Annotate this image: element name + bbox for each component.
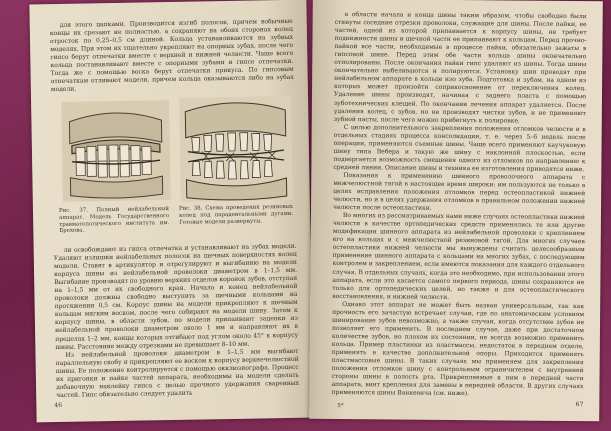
rubber-rings-scheme-figure [179, 96, 293, 202]
paragraph: в области начала и конца шины таким образом, чтобы свободно были стянуты соседние отрезки проволоки, служащие для шины. После пайки, ее частей, одной из которой припаивается к корпусу шины, не требует подвижности шины и щечной части ее припаивают к кольцам. Перед прочно-пайкой все части, необходимые в процессе пайки, обязательно зажаты в гипсовой шине. Перед этим обе части кольца шины окончательно отполированы. После окончания пайки гипс удаляют из шины. Тогда шины окончательно выбеливаются и полируются. Установку шин проводят при нейлабельном аппарате в кольце изо зуба. Подготовка и зубам, на одном из которых может произойти соприкосновение от переключения колец. Удаление шины производят, начиная с заднего пласта с помощью зуботехнических клещей. По окончании лечения аппарат удаляется. После удаления колец, с зубов, но не производят чистки зубов, и не применяют зубной пасты, после чего можно прибегнуть к полировке. [333, 11, 587, 125]
left-top-text [50, 18, 294, 95]
page-number: 46 [54, 401, 63, 410]
figure2-caption: Рис. 38. Схема проведения резиновых колец под парадентальными дугами. Готовые модели развернуты. [178, 203, 294, 226]
figure1-caption: Рис. 37. Полный нейлабельный аппарат. Модель Государственного травматологического института им. Брехова. [58, 206, 170, 235]
right-page [309, 0, 603, 421]
left-bottom-text [54, 243, 300, 400]
left-page [29, 0, 313, 422]
paragraph: С целью дополнительного закрепления положения отломков челюсти и в отдельных стадиях процесса консолидации, т. е. через 5–6 недель после операции, применяются съемные шины. Чаще всего применяют каучуковую шину типа Вебера и такую же шину с наклонной плоскостью, если подвергается возможность смещения одного из отломков по направлению к средней линии. Описание шины и техника ее изготовления приводятся ниже. [333, 123, 586, 174]
dental-apparatus-figure [61, 100, 171, 202]
paragraph: ли освобождают из гипса отпечатка и устанавливают на зубах модели. Удаляют излишки нейлабельных полосок на щечных поверхностях колец модели. Ставят в артикулятор и отрегулируют и выгибанию на модели корпуса шины из нейлабельной проволоки диаметром в 1–1,5 мм. Выгибание производят по уровню верхних отделов коронок зубов, отступая на 1–1,5 мм от их свободного края. Начало и конец нейлабельной проволоки должны свободно выступить за щечными кольцами на протяжении 0,5 см. Корпус шины на модели прикрепляют к щечным кольцам мягким воском, после чего собирают на модели шину. Затем к корпусу шины, в области зубов, по модели припаивают зацепки из нейлабельной проволоки диаметром около 1 мм и направляют их в пределах 1–2 мм, концы которых отгибают под углом около 45° к корпусу шины. Расстояние между отрезками не превышает 8–10 мм. [53, 242, 299, 351]
paragraph: Из нейлабельной проволоки диаметром в 1–1,5 мм выгибают параллельную скобу и прикрепляют ее воском к корпусу верхнечелюстной шины. Ее положение контролируется с помощью окклюзиографа. Процесс их пригонки и пайке частей аппарата, необходимы на модели сделать добавочную наклейку гипса с целью прочного удержания сваренных частей. Гипс обязательно следует удалить [55, 347, 300, 399]
signature-mark: 5* [337, 402, 344, 410]
page-number: 67 [575, 401, 584, 409]
paragraph: для этого цапками. Производится изгиб полосок, причем вобычные концы их срезают не полностью, а сохраняют на обоих сторонах колец отросток по 0,25–0,5 см длиной. Кольца устанавливаются на зубных моделях. При этом их тщательно укрепляют на опорных зубах, после чего гипсо берут отпечатки вместе с верхней и нижней челюсти. Чаще всего кольца постанавливают вместе с опорными зубами и гипсе отпечатки. Тогда же с помощью воска берут отпечатки прикуса. По гипсовым отпечаткам отливают модели, причем кольца оказываются либо на зубах модели. [49, 17, 294, 94]
paragraph: Во многих из рассматриваемых нами ниже случаях остеопластики нижней челюсти в качестве ортопедических средств применялись те или другие модификации шинного аппарата из нейлабельной проволоки с креплением его на кольцах и с межчелюстной резиновой тягой. Для многих случаев остеопластики нижней челюсти мы вынуждены считать целесообразным применение шинного аппарата с кольцами на многих зубах, с последующим контролем и закреплением, если имеются показания для каждого отдельного случая. В отдельных случаях, когда это необходимо, при использовании этого аппарата, если это касается самого первого периода, шины сохраняются не только для ортопедических целей, но также и для остеопластического восстановления, и нижней челюсти. [332, 212, 585, 301]
paragraph: Однако этот аппарат не может быть назван универсальным, так как прочность его зачастую встречает случаи, где по анатомическим условиям шинирование зубов невозможно, а также случаи, когда отсутствие зубов не позволяет его применить. В последнем случае, даже при достаточном количестве зубов, но плохом их состоянии, не всегда возможно применить кольца. Пример пластинки из пластмассы, недостаток в переднем отделе, применять в качестве дополнительной опоры. Приходится применять пластмассовые шины. В таких случаях мы применяем для закрепления положения отломков шину с контрольным ограничителем с внутренней стороны шины в полость рта. Прикрепляемые к ним в передней части аппарата, винт крепления для замены в передней области. В других случаях применяются шины Ванкевича (см. ниже). [331, 300, 585, 398]
right-text [331, 11, 586, 399]
paragraph: Показания к применению шинного проволочного аппарата с межчелюстной тягой в настоящее время широки: им пользуются не только в целях исправления положения отломков перед остеопластикой нижней челюсти, но и в целях удержания отломков в правильном положении нижней челюсти после остеопластики. [332, 171, 586, 212]
